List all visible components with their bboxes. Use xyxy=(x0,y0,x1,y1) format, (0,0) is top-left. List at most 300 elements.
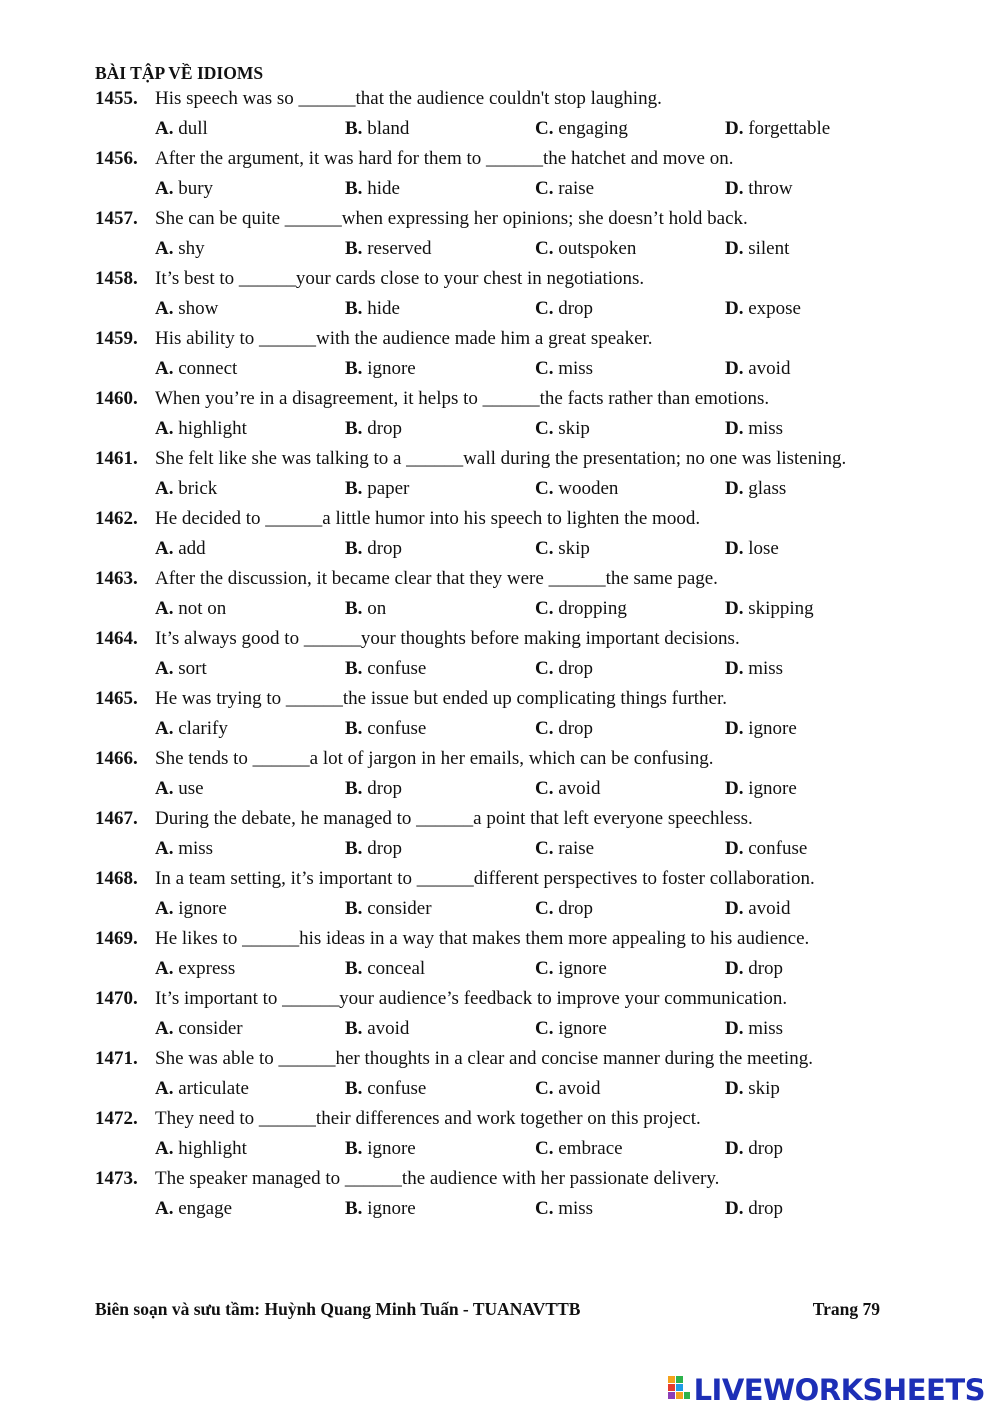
answer-option[interactable] xyxy=(345,234,535,264)
option-text: consider xyxy=(178,1018,243,1039)
option-text: conceal xyxy=(367,958,426,979)
question-text: He decided to ______a little humor into his speech to lighten the mood. xyxy=(155,508,701,529)
question-number: 1468. xyxy=(95,868,138,889)
question-line xyxy=(95,384,975,414)
answer-option[interactable] xyxy=(535,774,725,804)
option-text: forgettable xyxy=(748,118,831,139)
question-item xyxy=(95,444,975,504)
option-text: skipping xyxy=(748,598,814,619)
page-number: Trang 79 xyxy=(812,1299,880,1319)
answer-option[interactable] xyxy=(345,594,535,624)
option-letter: B. xyxy=(345,418,363,439)
option-text: drop xyxy=(558,898,594,919)
option-letter: C. xyxy=(535,1018,554,1039)
option-letter: C. xyxy=(535,1138,554,1159)
question-line xyxy=(95,1104,975,1134)
option-letter: C. xyxy=(535,178,554,199)
question-number: 1473. xyxy=(95,1168,138,1189)
option-letter: A. xyxy=(155,598,174,619)
option-text: ignore xyxy=(748,778,797,799)
answer-option[interactable] xyxy=(345,1074,535,1104)
answer-option[interactable] xyxy=(345,414,535,444)
option-text: highlight xyxy=(178,418,247,439)
question-number: 1470. xyxy=(95,988,138,1009)
question-item xyxy=(95,384,975,444)
answer-option[interactable] xyxy=(155,1134,345,1164)
option-letter: D. xyxy=(725,958,744,979)
answer-option[interactable] xyxy=(345,894,535,924)
answer-option[interactable] xyxy=(345,474,535,504)
answer-option[interactable] xyxy=(155,834,345,864)
question-line xyxy=(95,684,975,714)
answer-option[interactable] xyxy=(725,414,915,444)
option-text: confuse xyxy=(748,838,808,859)
option-text: paper xyxy=(367,478,410,499)
question-item xyxy=(95,804,975,864)
answer-option[interactable] xyxy=(155,534,345,564)
question-line xyxy=(95,984,975,1014)
question-text: He likes to ______his ideas in a way that makes them more appealing to his audience. xyxy=(155,928,810,949)
option-letter: A. xyxy=(155,658,174,679)
option-text: show xyxy=(178,298,219,319)
answer-option[interactable] xyxy=(155,234,345,264)
answer-option[interactable] xyxy=(725,534,915,564)
option-letter: C. xyxy=(535,358,554,379)
option-letter: C. xyxy=(535,418,554,439)
option-text: ignore xyxy=(558,1018,607,1039)
answer-option[interactable] xyxy=(725,1194,915,1224)
answer-option[interactable] xyxy=(725,774,915,804)
answer-option[interactable] xyxy=(725,174,915,204)
answer-option[interactable] xyxy=(725,834,915,864)
answer-option[interactable] xyxy=(155,294,345,324)
answer-option[interactable] xyxy=(725,594,915,624)
option-text: drop xyxy=(748,1138,784,1159)
option-letter: A. xyxy=(155,898,174,919)
option-text: drop xyxy=(367,838,403,859)
question-item xyxy=(95,1164,975,1224)
answer-options xyxy=(95,474,975,504)
option-text: confuse xyxy=(367,1078,427,1099)
question-text: It’s best to ______your cards close to your chest in negotiations. xyxy=(155,268,645,289)
option-letter: D. xyxy=(725,718,744,739)
answer-option[interactable] xyxy=(155,1014,345,1044)
question-number: 1463. xyxy=(95,568,138,589)
answer-option[interactable] xyxy=(345,954,535,984)
answer-options xyxy=(95,1074,975,1104)
option-letter: D. xyxy=(725,838,744,859)
option-letter: D. xyxy=(725,778,744,799)
option-text: drop xyxy=(558,298,594,319)
option-text: reserved xyxy=(367,238,432,259)
option-text: articulate xyxy=(178,1078,249,1099)
answer-options xyxy=(95,834,975,864)
question-line xyxy=(95,804,975,834)
option-text: sort xyxy=(178,658,207,679)
worksheet-title: BÀI TẬP VỀ IDIOMS xyxy=(95,63,264,83)
answer-option[interactable] xyxy=(535,474,725,504)
option-letter: A. xyxy=(155,958,174,979)
option-text: express xyxy=(178,958,236,979)
option-letter: D. xyxy=(725,1138,744,1159)
question-text: The speaker managed to ______the audience with her passionate delivery. xyxy=(155,1168,720,1189)
question-item xyxy=(95,684,975,744)
option-text: highlight xyxy=(178,1138,247,1159)
answer-option[interactable] xyxy=(155,714,345,744)
option-text: ignore xyxy=(178,898,227,919)
option-letter: B. xyxy=(345,598,363,619)
question-item xyxy=(95,744,975,804)
question-text: She was able to ______her thoughts in a clear and concise manner during the meeting. xyxy=(155,1048,813,1069)
option-text: drop xyxy=(748,1198,784,1219)
question-number: 1460. xyxy=(95,388,138,409)
option-text: use xyxy=(178,778,204,799)
option-letter: B. xyxy=(345,178,363,199)
option-text: dropping xyxy=(558,598,627,619)
answer-option[interactable] xyxy=(725,294,915,324)
answer-options xyxy=(95,714,975,744)
option-text: skip xyxy=(558,538,590,559)
question-text: It’s important to ______your audience’s feedback to improve your communication. xyxy=(155,988,788,1009)
answer-options xyxy=(95,414,975,444)
answer-option[interactable] xyxy=(345,114,535,144)
answer-option[interactable] xyxy=(345,774,535,804)
option-letter: B. xyxy=(345,298,363,319)
option-text: miss xyxy=(748,418,784,439)
option-letter: C. xyxy=(535,958,554,979)
answer-option[interactable] xyxy=(535,294,725,324)
question-item xyxy=(95,1104,975,1164)
answer-option[interactable] xyxy=(345,174,535,204)
option-text: silent xyxy=(748,238,790,259)
answer-option[interactable] xyxy=(155,354,345,384)
question-line xyxy=(95,1164,975,1194)
answer-option[interactable] xyxy=(155,1194,345,1224)
question-number: 1457. xyxy=(95,208,138,229)
option-text: avoid xyxy=(748,358,791,379)
option-letter: C. xyxy=(535,118,554,139)
option-letter: A. xyxy=(155,1078,174,1099)
answer-option[interactable] xyxy=(345,1014,535,1044)
option-text: drop xyxy=(748,958,784,979)
option-letter: D. xyxy=(725,898,744,919)
answer-option[interactable] xyxy=(155,954,345,984)
option-letter: B. xyxy=(345,538,363,559)
answer-option[interactable] xyxy=(345,294,535,324)
option-letter: A. xyxy=(155,538,174,559)
answer-option[interactable] xyxy=(535,834,725,864)
option-text: drop xyxy=(367,418,403,439)
option-letter: A. xyxy=(155,298,174,319)
answer-option[interactable] xyxy=(535,894,725,924)
option-text: miss xyxy=(558,358,594,379)
question-line xyxy=(95,504,975,534)
answer-option[interactable] xyxy=(155,174,345,204)
option-text: consider xyxy=(367,898,432,919)
option-text: outspoken xyxy=(558,238,637,259)
question-item xyxy=(95,924,975,984)
answer-option[interactable] xyxy=(155,774,345,804)
answer-option[interactable] xyxy=(535,234,725,264)
answer-option[interactable] xyxy=(345,1194,535,1224)
answer-option[interactable] xyxy=(535,1134,725,1164)
option-letter: B. xyxy=(345,118,363,139)
option-letter: A. xyxy=(155,418,174,439)
answer-option[interactable] xyxy=(725,894,915,924)
question-text: She can be quite ______when expressing her opinions; she doesn’t hold back. xyxy=(155,208,748,229)
question-number: 1465. xyxy=(95,688,138,709)
question-line xyxy=(95,744,975,774)
option-text: raise xyxy=(558,838,595,859)
answer-option[interactable] xyxy=(535,1194,725,1224)
option-text: lose xyxy=(748,538,779,559)
question-text: During the debate, he managed to ______a point that left everyone speechless. xyxy=(155,808,753,829)
question-line xyxy=(95,324,975,354)
option-letter: D. xyxy=(725,538,744,559)
question-text: It’s always good to ______your thoughts before making important decisions. xyxy=(155,628,740,649)
question-item xyxy=(95,204,975,264)
option-text: skip xyxy=(558,418,590,439)
option-letter: A. xyxy=(155,1018,174,1039)
option-letter: C. xyxy=(535,838,554,859)
question-text: When you’re in a disagreement, it helps to ______the facts rather than emotions. xyxy=(155,388,770,409)
option-letter: C. xyxy=(535,478,554,499)
option-letter: D. xyxy=(725,1198,744,1219)
question-text: They need to ______their differences and work together on this project. xyxy=(155,1108,701,1129)
question-number: 1472. xyxy=(95,1108,138,1129)
question-text: She tends to ______a lot of jargon in her emails, which can be confusing. xyxy=(155,748,714,769)
option-text: connect xyxy=(178,358,238,379)
option-text: raise xyxy=(558,178,595,199)
option-letter: C. xyxy=(535,778,554,799)
option-letter: D. xyxy=(725,658,744,679)
option-text: avoid xyxy=(748,898,791,919)
option-text: miss xyxy=(178,838,214,859)
option-letter: B. xyxy=(345,778,363,799)
option-text: avoid xyxy=(558,1078,601,1099)
answer-options xyxy=(95,1134,975,1164)
option-letter: D. xyxy=(725,418,744,439)
option-text: engage xyxy=(178,1198,233,1219)
option-letter: B. xyxy=(345,838,363,859)
answer-options xyxy=(95,114,975,144)
answer-option[interactable] xyxy=(345,1134,535,1164)
option-text: hide xyxy=(367,298,400,319)
option-text: drop xyxy=(558,658,594,679)
question-text: She felt like she was talking to a ______wall during the presentation; no one was listening. xyxy=(155,448,847,469)
question-line xyxy=(95,264,975,294)
answer-option[interactable] xyxy=(535,534,725,564)
answer-option[interactable] xyxy=(725,954,915,984)
answer-option[interactable] xyxy=(725,474,915,504)
answer-options xyxy=(95,1194,975,1224)
answer-option[interactable] xyxy=(155,894,345,924)
option-letter: C. xyxy=(535,238,554,259)
question-item xyxy=(95,1044,975,1104)
page-footer xyxy=(95,1296,880,1322)
answer-options xyxy=(95,174,975,204)
answer-options xyxy=(95,954,975,984)
answer-option[interactable] xyxy=(345,714,535,744)
option-text: embrace xyxy=(558,1138,623,1159)
question-line xyxy=(95,864,975,894)
option-letter: A. xyxy=(155,478,174,499)
question-number: 1464. xyxy=(95,628,138,649)
answer-option[interactable] xyxy=(155,414,345,444)
answer-option[interactable] xyxy=(345,534,535,564)
option-text: bland xyxy=(367,118,410,139)
answer-options xyxy=(95,654,975,684)
option-text: ignore xyxy=(367,1138,416,1159)
answer-option[interactable] xyxy=(535,354,725,384)
option-text: ignore xyxy=(367,358,416,379)
option-letter: C. xyxy=(535,598,554,619)
option-letter: B. xyxy=(345,238,363,259)
option-letter: B. xyxy=(345,478,363,499)
option-letter: D. xyxy=(725,598,744,619)
liveworksheets-logo[interactable] xyxy=(668,1372,985,1408)
option-text: glass xyxy=(748,478,787,499)
option-text: miss xyxy=(558,1198,594,1219)
answer-option[interactable] xyxy=(725,714,915,744)
option-text: add xyxy=(178,538,206,559)
option-text: confuse xyxy=(367,718,427,739)
liveworksheets-logo-icon xyxy=(668,1376,690,1404)
option-text: expose xyxy=(748,298,801,319)
option-letter: A. xyxy=(155,1138,174,1159)
option-text: hide xyxy=(367,178,400,199)
question-line xyxy=(95,564,975,594)
answer-option[interactable] xyxy=(725,654,915,684)
option-letter: B. xyxy=(345,1018,363,1039)
question-line xyxy=(95,144,975,174)
answer-option[interactable] xyxy=(725,1014,915,1044)
question-item xyxy=(95,264,975,324)
option-letter: A. xyxy=(155,1198,174,1219)
answer-option[interactable] xyxy=(345,354,535,384)
option-letter: A. xyxy=(155,178,174,199)
answer-option[interactable] xyxy=(535,1074,725,1104)
option-text: drop xyxy=(367,778,403,799)
option-letter: B. xyxy=(345,658,363,679)
answer-option[interactable] xyxy=(725,1134,915,1164)
option-text: avoid xyxy=(367,1018,410,1039)
question-item xyxy=(95,84,975,144)
question-item xyxy=(95,324,975,384)
answer-option[interactable] xyxy=(155,594,345,624)
answer-option[interactable] xyxy=(345,654,535,684)
answer-option[interactable] xyxy=(155,114,345,144)
option-letter: B. xyxy=(345,1198,363,1219)
option-letter: C. xyxy=(535,658,554,679)
option-letter: B. xyxy=(345,1138,363,1159)
answer-option[interactable] xyxy=(345,834,535,864)
option-letter: C. xyxy=(535,538,554,559)
answer-option[interactable] xyxy=(535,174,725,204)
question-line xyxy=(95,924,975,954)
option-text: avoid xyxy=(558,778,601,799)
option-text: shy xyxy=(178,238,205,259)
answer-option[interactable] xyxy=(725,354,915,384)
answer-option[interactable] xyxy=(535,714,725,744)
answer-option[interactable] xyxy=(535,1014,725,1044)
option-text: miss xyxy=(748,1018,784,1039)
option-text: wooden xyxy=(558,478,619,499)
answer-options xyxy=(95,774,975,804)
answer-option[interactable] xyxy=(725,114,915,144)
answer-option[interactable] xyxy=(725,234,915,264)
question-item xyxy=(95,864,975,924)
answer-option[interactable] xyxy=(535,594,725,624)
question-line xyxy=(95,444,975,474)
answer-options xyxy=(95,294,975,324)
question-item xyxy=(95,504,975,564)
option-text: dull xyxy=(178,118,208,139)
answer-option[interactable] xyxy=(155,474,345,504)
answer-option[interactable] xyxy=(535,654,725,684)
question-text: After the discussion, it became clear that they were ______the same page. xyxy=(155,568,718,589)
question-item xyxy=(95,984,975,1044)
answer-option[interactable] xyxy=(155,654,345,684)
option-text: confuse xyxy=(367,658,427,679)
option-text: clarify xyxy=(178,718,228,739)
option-letter: A. xyxy=(155,358,174,379)
brand-name: LIVEWORKSHEETS xyxy=(693,1373,985,1407)
question-line xyxy=(95,624,975,654)
question-number: 1471. xyxy=(95,1048,138,1069)
option-text: miss xyxy=(748,658,784,679)
question-number: 1469. xyxy=(95,928,138,949)
option-text: bury xyxy=(178,178,214,199)
worksheet xyxy=(95,60,975,1224)
answer-option[interactable] xyxy=(535,114,725,144)
option-text: skip xyxy=(748,1078,780,1099)
answer-option[interactable] xyxy=(155,1074,345,1104)
option-text: ignore xyxy=(367,1198,416,1219)
question-number: 1455. xyxy=(95,88,138,109)
answer-options xyxy=(95,234,975,264)
answer-options xyxy=(95,534,975,564)
option-text: brick xyxy=(178,478,218,499)
answer-options xyxy=(95,1014,975,1044)
option-text: engaging xyxy=(558,118,628,139)
answer-option[interactable] xyxy=(535,414,725,444)
question-text: His ability to ______with the audience made him a great speaker. xyxy=(155,328,653,349)
option-letter: C. xyxy=(535,1198,554,1219)
question-text: After the argument, it was hard for them to ______the hatchet and move on. xyxy=(155,148,734,169)
footer-credit: Biên soạn và sưu tầm: Huỳnh Quang Minh Tuấn - TUANAVTTB xyxy=(95,1299,581,1319)
option-text: drop xyxy=(367,538,403,559)
option-letter: B. xyxy=(345,898,363,919)
question-text: He was trying to ______the issue but ended up complicating things further. xyxy=(155,688,728,709)
option-letter: B. xyxy=(345,358,363,379)
option-letter: A. xyxy=(155,838,174,859)
option-letter: A. xyxy=(155,118,174,139)
option-text: ignore xyxy=(558,958,607,979)
option-letter: C. xyxy=(535,898,554,919)
option-text: on xyxy=(367,598,387,619)
option-letter: D. xyxy=(725,478,744,499)
option-text: drop xyxy=(558,718,594,739)
answer-option[interactable] xyxy=(535,954,725,984)
answer-options xyxy=(95,894,975,924)
answer-option[interactable] xyxy=(725,1074,915,1104)
option-letter: D. xyxy=(725,358,744,379)
question-number: 1466. xyxy=(95,748,138,769)
option-letter: D. xyxy=(725,118,744,139)
option-letter: C. xyxy=(535,1078,554,1099)
option-text: ignore xyxy=(748,718,797,739)
